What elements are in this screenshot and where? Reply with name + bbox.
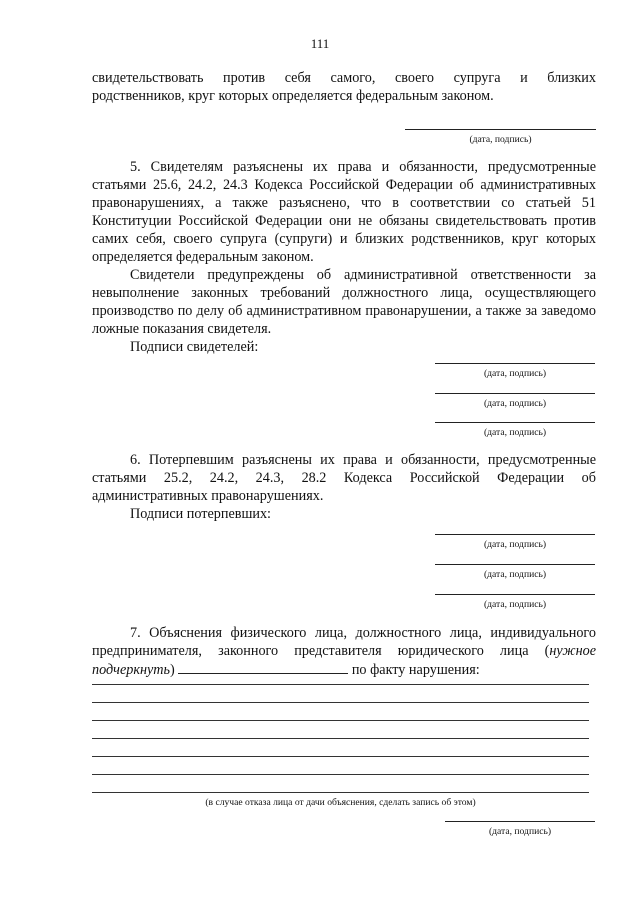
section7-line-1: 7. Объяснения физического лица, должностного лица, индивидуального	[130, 625, 596, 641]
witness-signature-line-2	[435, 393, 595, 394]
explanation-line-1[interactable]	[92, 684, 589, 685]
signature-line	[405, 129, 596, 130]
signature-caption: (дата, подпись)	[483, 539, 547, 550]
signature-caption: (дата, подпись)	[469, 134, 532, 145]
intro-line-2: родственников, круг которых определяется федеральным законом.	[92, 88, 494, 104]
signature-caption: (дата, подпись)	[488, 826, 552, 837]
section5-paragraph1: 5. Свидетелям разъяснены их права и обязанности, предусмотренные статьями 25.6, 24.2, 24.3 Кодекса Российской Федерации об административных правонарушениях, а также разъяснено, что в соответствии со статьей 51 Конституции Российской Федерации они не обязаны свидетельствовать против самих себя, своего супруга (супруги) и близких родственников, круг которых определяется федеральным законом.	[92, 159, 596, 265]
explanation-line-3[interactable]	[92, 720, 589, 721]
page-number: 111	[310, 36, 330, 51]
witness-signature-line-3	[435, 422, 595, 423]
explanation-line-2[interactable]	[92, 702, 589, 703]
refusal-note: (в случае отказа лица от дачи объяснения, сделать запись об этом)	[205, 797, 476, 808]
witness-signatures-label: Подписи свидетелей:	[130, 339, 259, 355]
section5-paragraph2: Свидетели предупреждены об административной ответственности за невыполнение законных требований должностного лица, осуществляющего производство по делу об административном правонарушении, а также за заведомо ложные показания свидетеля.	[92, 267, 596, 337]
witness-signature-line-1	[435, 363, 595, 364]
explanation-line-6[interactable]	[92, 774, 589, 775]
explanation-line-5[interactable]	[92, 756, 589, 757]
signature-caption: (дата, подпись)	[483, 368, 547, 379]
intro-line-1: свидетельствовать против себя самого, своего супруга и близких	[92, 70, 596, 86]
final-signature-line	[445, 821, 595, 822]
victim-signature-line-2	[435, 564, 595, 565]
explanation-line-4[interactable]	[92, 738, 589, 739]
signature-caption: (дата, подпись)	[483, 427, 547, 438]
victim-signature-line-1	[435, 534, 595, 535]
signature-caption: (дата, подпись)	[483, 398, 547, 409]
explanation-line-7[interactable]	[92, 792, 589, 793]
signature-caption: (дата, подпись)	[483, 599, 547, 610]
victim-signature-line-3	[435, 594, 595, 595]
section6-paragraph1: 6. Потерпевшим разъяснены их права и обязанности, предусмотренные статьями 25.2, 24.2, 24.3, 28.2 Кодекса Российской Федерации об административных правонарушениях.	[92, 452, 596, 504]
signature-caption: (дата, подпись)	[483, 569, 547, 580]
section7-line-2: предпринимателя, законного представителя юридического лица (нужное	[92, 643, 596, 659]
fact-blank-field[interactable]	[178, 660, 348, 674]
section7-line-3: подчеркнуть) по факту нарушения:	[92, 662, 480, 678]
victim-signatures-label: Подписи потерпевших:	[130, 506, 272, 522]
